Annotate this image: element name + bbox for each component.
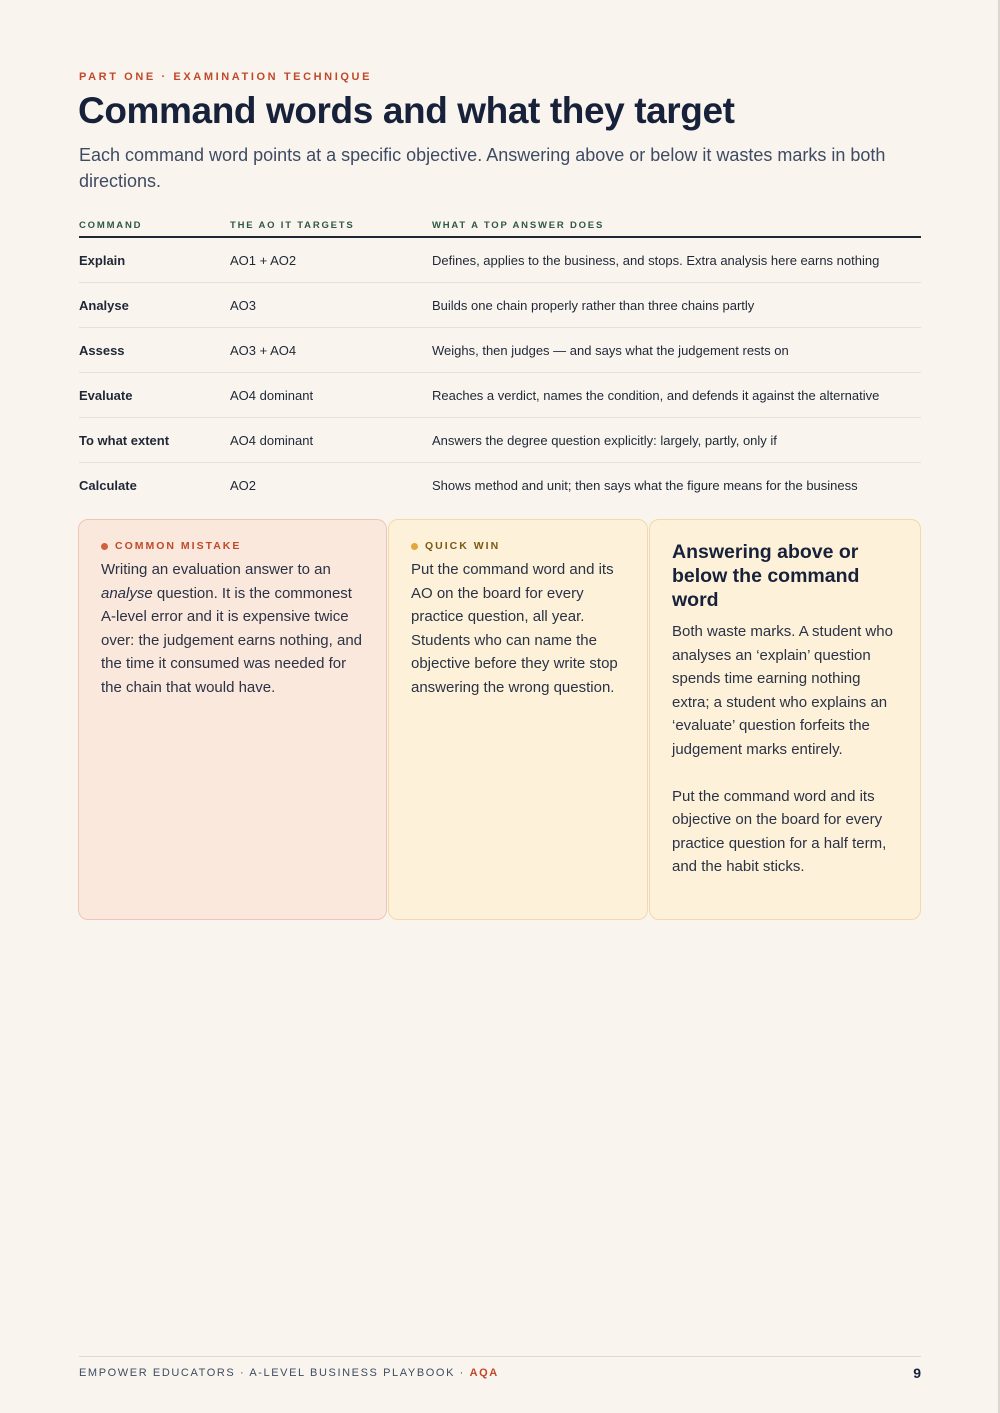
common-mistake-text: Writing an evaluation answer to an analyse question. It is the commonest A-level error and it is expensive twice over: the judgement earns nothing, and the time it consumed was needed for the chain that would have. bbox=[101, 561, 363, 696]
table-row bbox=[79, 418, 921, 463]
command-cell: Calculate bbox=[79, 477, 137, 493]
top-answer-cell: Reaches a verdict, names the condition, and defends it against the alternative bbox=[432, 373, 921, 418]
page-title: Command words and what they target bbox=[78, 90, 735, 131]
answering-level-para-2: Put the command word and its objective on the board for every practice question for a half term, and the habit sticks. bbox=[672, 787, 887, 876]
top-answer-cell: Builds one chain properly rather than three chains partly bbox=[432, 283, 921, 328]
ao-cell: AO4 dominant bbox=[230, 373, 432, 418]
answering-level-heading: Answering above or below the command word bbox=[672, 541, 860, 611]
page-lede: Each command word points at a specific objective. Answering above or below it wastes marks in both directions. bbox=[79, 145, 886, 191]
column-header-command: COMMAND bbox=[79, 214, 230, 237]
answering-level-para-1: Both waste marks. A student who analyses an ‘explain’ question spends time earning nothing extra; a student who explains an ‘evaluate’ question forfeits the judgement marks entirely. bbox=[672, 623, 893, 758]
table-row bbox=[79, 328, 921, 373]
common-mistake-card bbox=[78, 519, 387, 920]
table-row bbox=[79, 237, 921, 283]
command-cell: Explain bbox=[79, 237, 230, 283]
command-cell: To what extent bbox=[79, 418, 230, 463]
table-row bbox=[79, 373, 921, 418]
footer-brand: EMPOWER EDUCATORS · A-LEVEL BUSINESS PLAYBOOK · AQA bbox=[79, 1367, 499, 1379]
answering-level-card bbox=[649, 519, 921, 920]
quick-win-card bbox=[388, 519, 648, 920]
column-header-top-answer: WHAT A TOP ANSWER DOES bbox=[432, 214, 921, 237]
common-mistake-tag bbox=[101, 540, 364, 552]
page-number: 9 bbox=[913, 1365, 921, 1381]
bullet-dot-icon bbox=[101, 543, 108, 550]
section-eyebrow: PART ONE · EXAMINATION TECHNIQUE bbox=[79, 71, 373, 83]
ao-cell: AO1 + AO2 bbox=[230, 237, 432, 283]
common-mistake-label: COMMON MISTAKE bbox=[115, 540, 242, 552]
command-cell: Analyse bbox=[79, 283, 230, 328]
command-words-table bbox=[79, 214, 921, 507]
table-row bbox=[79, 283, 921, 328]
column-header-ao: THE AO IT TARGETS bbox=[230, 214, 432, 237]
table-row bbox=[79, 463, 921, 508]
ao-cell: AO3 bbox=[230, 283, 432, 328]
ao-cell: AO3 + AO4 bbox=[230, 328, 432, 373]
footer-exam-board: AQA bbox=[469, 1367, 499, 1379]
top-answer-cell: Shows method and unit; then says what the figure means for the business bbox=[432, 477, 858, 493]
footer-divider bbox=[79, 1356, 921, 1357]
top-answer-cell: Weighs, then judges — and says what the judgement rests on bbox=[432, 328, 921, 373]
command-cell: Assess bbox=[79, 328, 230, 373]
ao-cell: AO4 dominant bbox=[230, 418, 432, 463]
quick-win-tag bbox=[411, 540, 625, 552]
bullet-dot-icon bbox=[411, 543, 418, 550]
ao-cell: AO2 bbox=[230, 477, 257, 493]
top-answer-cell: Defines, applies to the business, and stops. Extra analysis here earns nothing bbox=[432, 237, 921, 283]
quick-win-text: Put the command word and its AO on the board for every practice question, all year. Students who can name the objective before they write stop answering the wrong question. bbox=[411, 561, 618, 696]
top-answer-cell: Answers the degree question explicitly: largely, partly, only if bbox=[432, 418, 921, 463]
quick-win-label: QUICK WIN bbox=[425, 540, 501, 552]
table-header-row bbox=[79, 214, 921, 237]
emphasis-analyse: analyse bbox=[101, 584, 153, 602]
command-cell: Evaluate bbox=[79, 373, 230, 418]
